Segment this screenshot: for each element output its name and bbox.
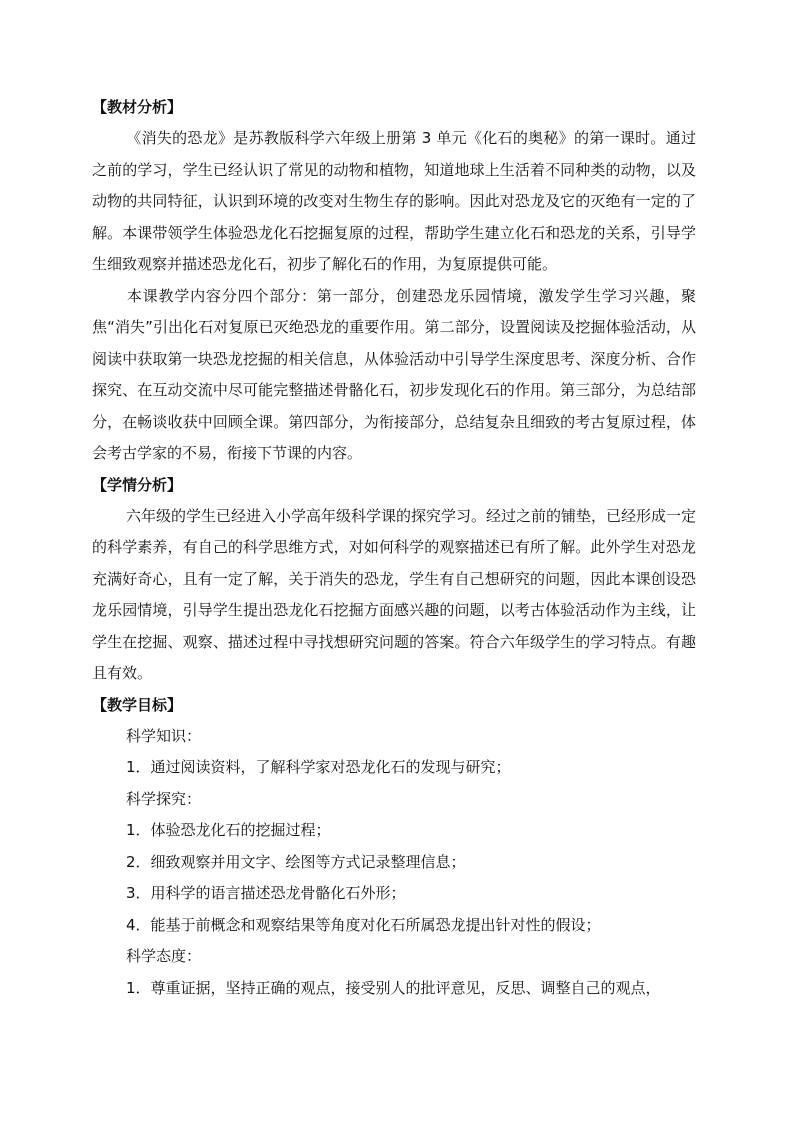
paragraph-text: 《消失的恐龙》是苏教版科学六年级上册第 3 单元《化石的奥秘》的第一课时。通过之前的学习，学生已经认识了常见的动物和植物，知道地球上生活着不同种类的动物，以及动物的共同特征，认识到环境的改变对生物生存的影响。因此对恐龙及它的灭绝有一定的了解。本课带领学生体验恐龙化石挖掘复原的过程，帮助学生建立化石和恐龙的关系，引导学生细致观察并描述恐龙化石，初步了解化石的作用，为复原提供可能。: [92, 129, 696, 273]
subheading-knowledge: 科学知识：: [126, 726, 202, 745]
paragraph: [92, 123, 696, 281]
list-item: 3．用科学的语言描述恐龙骨骼化石外形；: [126, 884, 406, 902]
subheading-inquiry: 科学探究：: [126, 789, 202, 808]
section-heading-textbook-analysis: 【教材分析】: [92, 98, 183, 116]
paragraph-text: 六年级的学生已经进入小学高年级科学课的探究学习。经过之前的铺垫，已经形成一定的科学素养，有自己的科学思维方式，对如何科学的观察描述已有所了解。此外学生对恐龙充满好奇心，且有一定了解，关于消失的恐龙，学生有自己想研究的问题，因此本课创设恐龙乐园情境，引导学生提出恐龙化石挖掘方面感兴趣的问题，以考古体验活动作为主线，让学生在挖掘、观察、描述过程中寻找想研究问题的答案。符合六年级学生的学习特点。有趣且有效。: [92, 506, 697, 682]
paragraph-text: 本课教学内容分四个部分：第一部分，创建恐龙乐园情境，激发学生学习兴趣，聚焦“消失”引出化石对复原已灭绝恐龙的重要作用。第二部分，设置阅读及挖掘体验活动，从阅读中获取第一块恐龙挖掘的相关信息，从体验活动中引导学生深度思考、深度分析、合作探究、在互动交流中尽可能完整描述骨骼化石，初步发现化石的作用。第三部分，为总结部分，在畅谈收获中回顾全课。第四部分，为衔接部分，总结复杂且细致的考古复原过程，体会考古学家的不易，衔接下节课的内容。: [92, 286, 696, 462]
paragraph: [92, 501, 696, 690]
list-item: 1．体验恐龙化石的挖掘过程；: [126, 821, 331, 839]
paragraph: [92, 281, 696, 470]
section-heading-student-analysis: 【学情分析】: [92, 475, 183, 494]
list-item: 2．细致观察并用文字、绘图等方式记录整理信息；: [126, 852, 466, 871]
list-item: 4．能基于前概念和观察结果等角度对化石所属恐龙提出针对性的假设；: [126, 915, 601, 934]
section-heading-teaching-objectives: 【教学目标】: [92, 695, 183, 714]
list-item: 1．通过阅读资料，了解科学家对恐龙化石的发现与研究；: [126, 758, 511, 776]
list-item: 1．尊重证据，坚持正确的观点，接受别人的批评意见，反思、调整自己的观点，: [126, 978, 661, 997]
subheading-attitude: 科学态度：: [126, 947, 202, 965]
